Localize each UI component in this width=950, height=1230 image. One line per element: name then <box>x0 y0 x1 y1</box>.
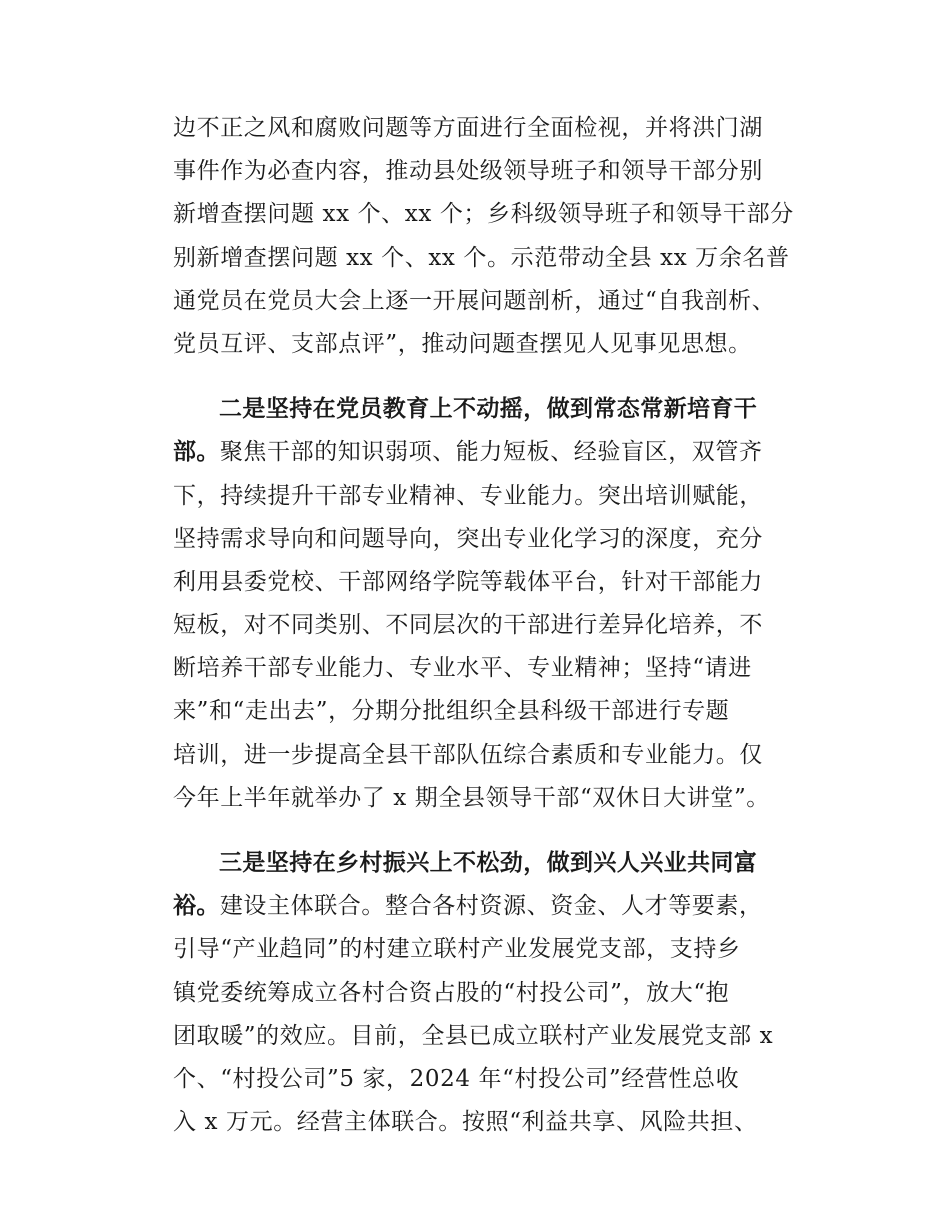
paragraph-heading: 三是坚持在乡村振兴上不松劲，做到兴人兴业共同富 <box>219 850 758 876</box>
paragraph-heading-end: 部。 <box>173 439 220 466</box>
paragraph-line: 引导“产业趋同”的村建立联村产业发展党支部，支持乡 <box>173 936 741 963</box>
paragraph-line: 来”和“走出去”，分期分批组织全县科级干部进行专题 <box>173 698 730 725</box>
paragraph-line: 个、“村投公司”5 家，2024 年“村投公司”经营性总收 <box>173 1065 740 1092</box>
paragraph-heading-end: 裕。 <box>173 893 220 920</box>
paragraph-line-text: 建设主体联合。整合各村资源、资金、人才等要素， <box>219 893 763 920</box>
paragraph-line: 入 x 万元。经营主体联合。按照“利益共享、风险共担、 <box>173 1109 758 1136</box>
paragraph-line: 短板，对不同类别、不同层次的干部进行差异化培养，不 <box>173 612 763 639</box>
paragraph-line: 别新增查摆问题 xx 个、xx 个。示范带动全县 xx 万余名普 <box>173 244 790 271</box>
paragraph-line: 团取暖”的效应。目前，全县已成立联村产业发展党支部 x <box>173 1022 774 1049</box>
paragraph-line: 镇党委统筹成立各村合资占股的“村投公司”，放大“抱 <box>173 979 730 1006</box>
paragraph-heading: 二是坚持在党员教育上不动摇，做到常态常新培育干 <box>219 396 758 423</box>
paragraph-2 <box>173 388 793 820</box>
paragraph-line: 事件作为必查内容，推动县处级领导班子和领导干部分别 <box>173 158 763 185</box>
paragraph-line: 培训，进一步提高全县干部队伍综合素质和专业能力。仅 <box>173 741 763 768</box>
paragraph-line: 通党员在党员大会上逐一开展问题剖析，通过“自我剖析、 <box>173 287 776 314</box>
paragraph-line <box>173 885 793 928</box>
paragraph-line: 党员互评、支部点评”，推动问题查摆见人见事见思想。 <box>173 330 752 357</box>
paragraph-line: 新增查摆问题 xx 个、xx 个；乡科级领导班子和领导干部分 <box>173 201 794 228</box>
paragraph-line-text: 聚焦干部的知识弱项、能力短板、经验盲区，双管齐 <box>219 439 763 466</box>
paragraph-3 <box>173 842 793 1144</box>
paragraph-line: 下，持续提升干部专业精神、专业能力。突出培训赋能， <box>173 482 763 509</box>
document-body <box>173 107 793 1144</box>
paragraph-line: 利用县委党校、干部网络学院等载体平台，针对干部能力 <box>173 568 763 595</box>
paragraph-1 <box>173 107 793 366</box>
paragraph-line: 坚持需求导向和问题导向，突出专业化学习的深度，充分 <box>173 525 763 552</box>
paragraph-line: 边不正之风和腐败问题等方面进行全面检视，并将洪门湖 <box>173 115 763 141</box>
paragraph-line: 今年上半年就举办了 x 期全县领导干部“双休日大讲堂”。 <box>173 784 770 811</box>
paragraph-line: 断培养干部专业能力、专业水平、专业精神；坚持“请进 <box>173 655 752 682</box>
paragraph-line <box>173 431 793 474</box>
